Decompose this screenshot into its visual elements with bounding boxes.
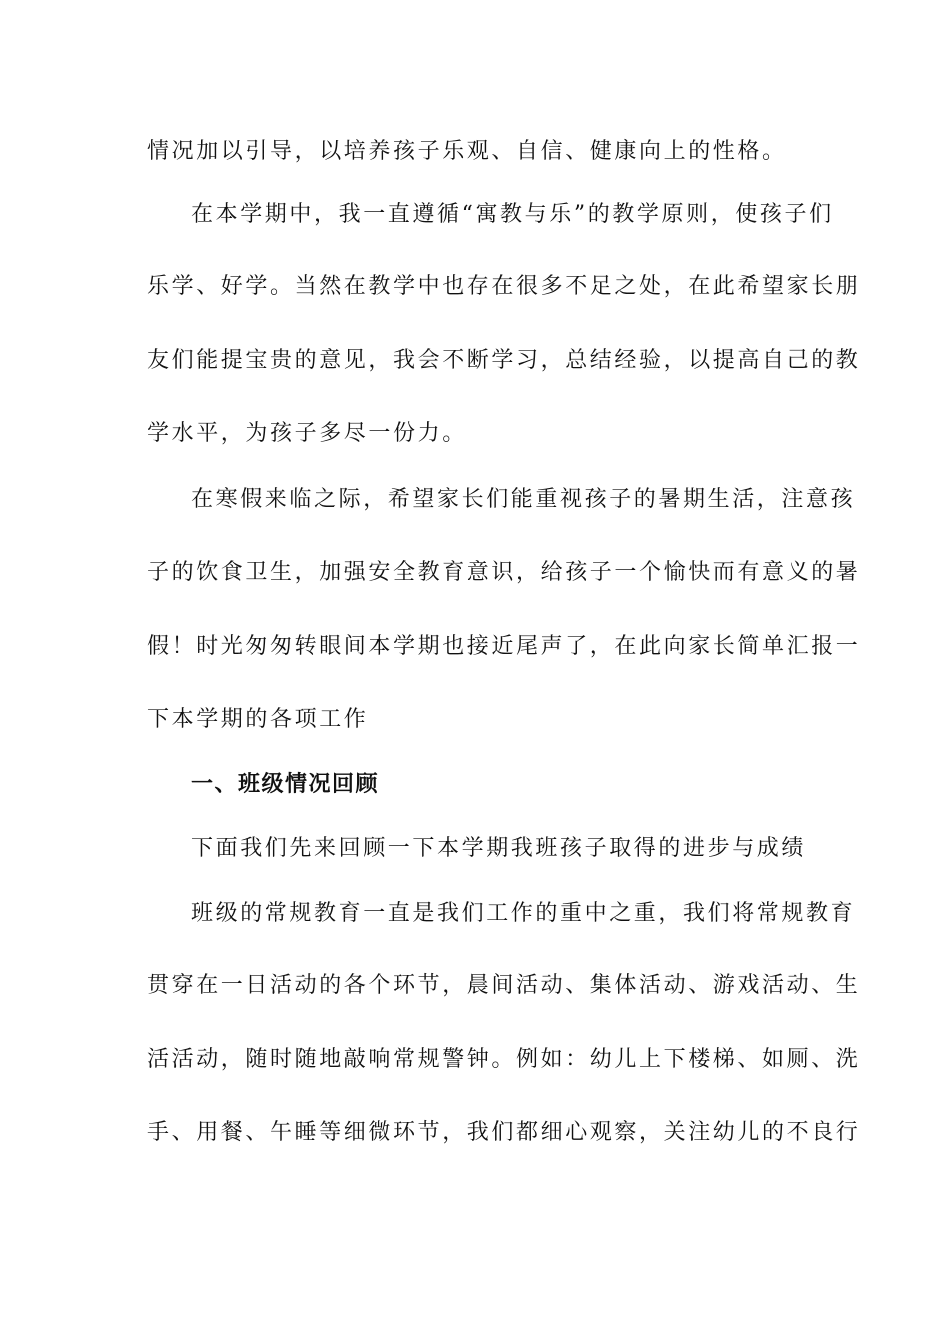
paragraph-line: 下本学期的各项工作 [147,707,369,732]
paragraph-line: 子的饮食卫生，加强安全教育意识，给孩子一个愉快而有意义的暑 [147,560,861,585]
paragraph-line: 下面我们先来回顾一下本学期我班孩子取得的进步与成绩 [191,836,807,861]
paragraph-line: 班级的常规教育一直是我们工作的重中之重，我们将常规教育 [191,901,856,926]
paragraph-line: 贯穿在一日活动的各个环节，晨间活动、集体活动、游戏活动、生 [147,973,861,998]
paragraph-line: 友们能提宝贵的意见，我会不断学习，总结经验，以提高自己的教 [147,348,861,373]
paragraph-line: 活活动，随时随地敲响常规警钟。例如：幼儿上下楼梯、如厕、洗 [147,1047,861,1072]
paragraph-line: 在本学期中，我一直遵循“寓教与乐”的教学原则，使孩子们 [191,202,834,227]
section-heading: 一、班级情况回顾 [191,772,380,797]
paragraph-line: 情况加以引导，以培养孩子乐观、自信、健康向上的性格。 [147,139,787,164]
paragraph-line: 假！时光匆匆转眼间本学期也接近尾声了，在此向家长简单汇报一 [147,634,861,659]
paragraph-line: 学水平，为孩子多尽一份力。 [147,421,467,446]
paragraph-line: 乐学、好学。当然在教学中也存在很多不足之处，在此希望家长朋 [147,274,861,299]
paragraph-line: 手、用餐、午睡等细微环节，我们都细心观察，关注幼儿的不良行 [147,1120,861,1145]
paragraph-line: 在寒假来临之际，希望家长们能重视孩子的暑期生活，注意孩 [191,487,856,512]
